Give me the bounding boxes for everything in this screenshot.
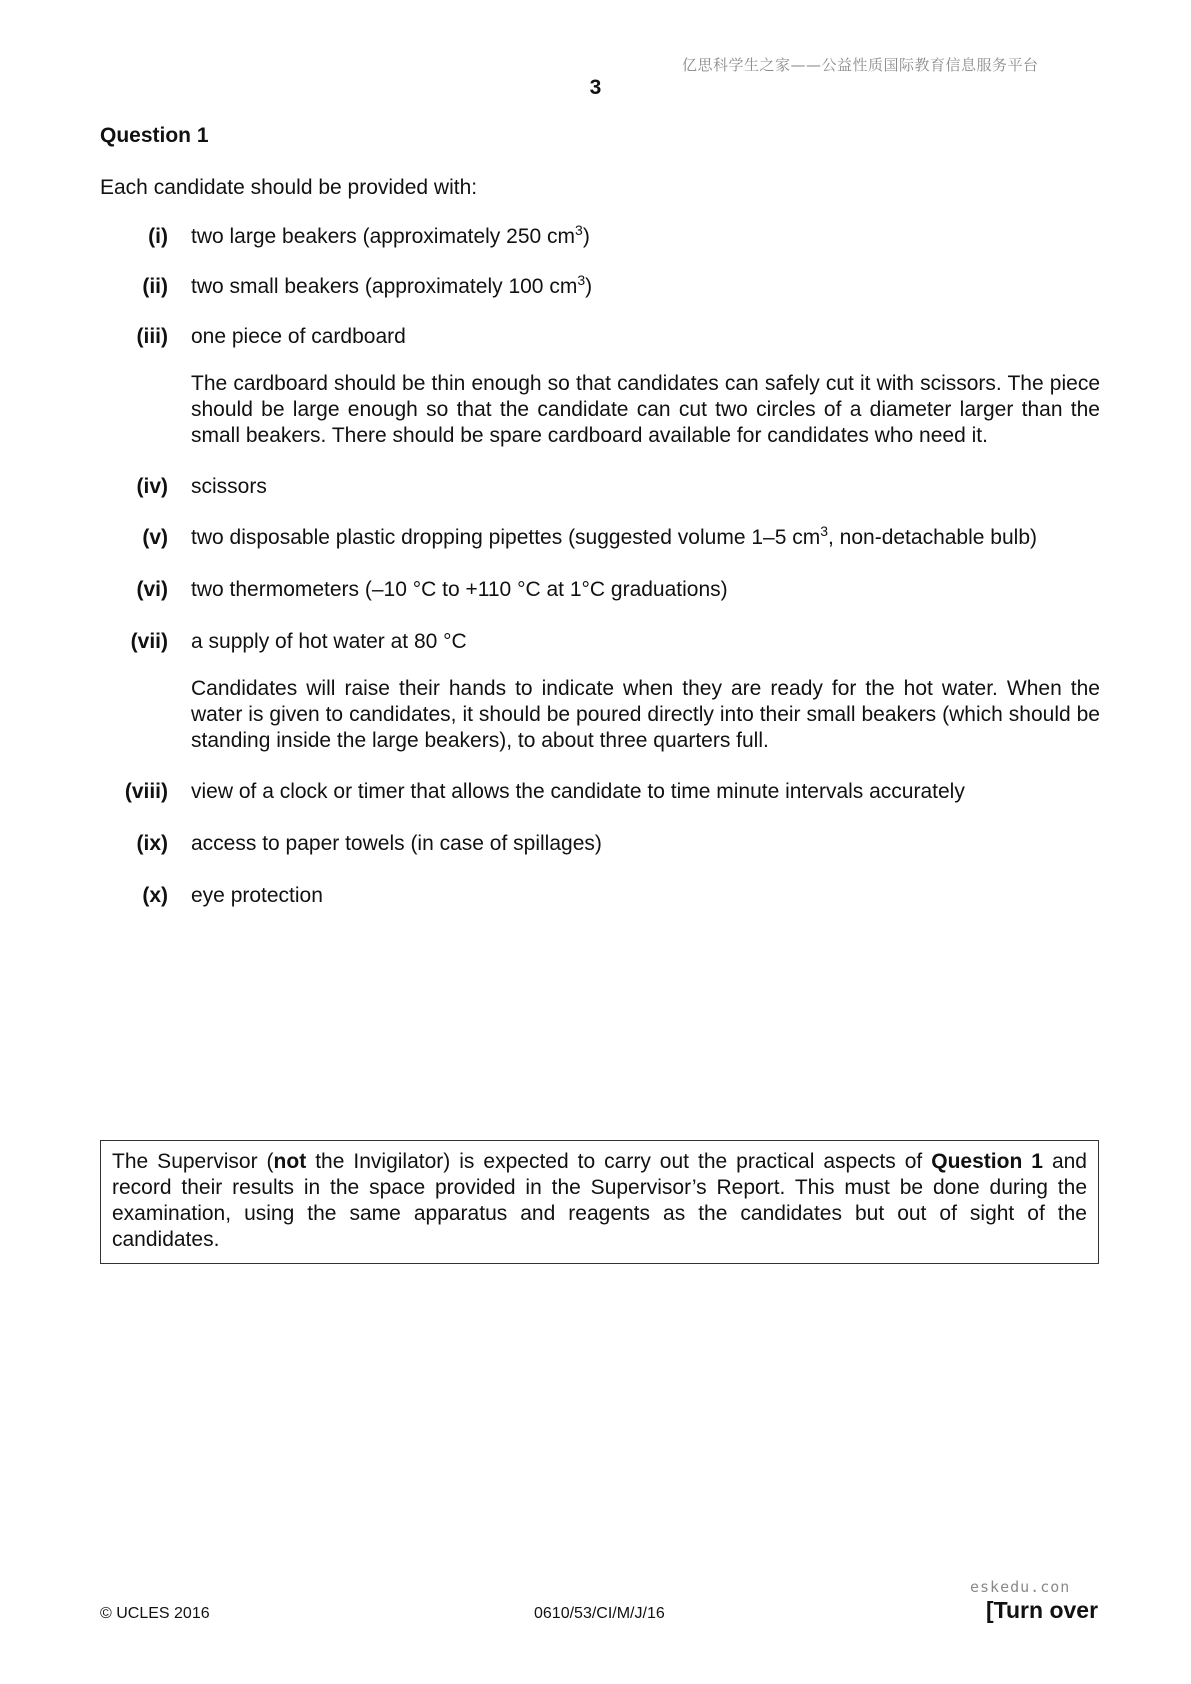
watermark-footer: eskedu.con xyxy=(970,1578,1071,1596)
item-number: (ii) xyxy=(142,275,168,298)
item-text: access to paper towels (in case of spillages) xyxy=(191,832,602,855)
item-text: one piece of cardboard xyxy=(191,325,406,348)
item-number: (v) xyxy=(142,526,168,549)
copyright: © UCLES 2016 xyxy=(100,1605,210,1622)
item-text: view of a clock or timer that allows the candidate to time minute intervals accurately xyxy=(191,780,965,803)
cardboard-note: The cardboard should be thin enough so that candidates can safely cut it with scissors. The piece should be large enough so that the candidate can cut two circles of a diameter larger than the small beakers. There should be spare cardboard available for candidates who need it. xyxy=(191,372,1100,447)
item-text: two disposable plastic dropping pipettes (suggested volume 1–5 $cm^3$, non-detachable bulb) xyxy=(191,523,1037,549)
turn-over-label: [Turn over xyxy=(986,1597,1099,1623)
intro-text: Each candidate should be provided with: xyxy=(100,176,478,199)
item-number: (ix) xyxy=(136,832,168,855)
item-number: (iii) xyxy=(136,325,168,348)
item-text: two thermometers (–10 °C to +110 °C at 1°C graduations) xyxy=(191,578,728,601)
item-number: (iv) xyxy=(136,475,168,498)
item-number: (i) xyxy=(148,225,168,248)
supervisor-notice-box: The Supervisor (not the Invigilator) is expected to carry out the practical aspects of Question 1 and record their results in the space provided in the Supervisor’s Report. This must be done during the examination, using the same apparatus and reagents as the candidates but out of sight of the candidates. xyxy=(100,1140,1099,1264)
item-number: (viii) xyxy=(124,780,168,803)
watermark-header: 亿思科学生之家——公益性质国际教育信息服务平台 xyxy=(682,56,1039,74)
item-number: (x) xyxy=(142,884,168,907)
page-number: 3 xyxy=(589,76,602,99)
item-text: scissors xyxy=(191,475,267,498)
item-text: two small beakers (approximately 100 $cm^3$) xyxy=(191,272,593,298)
question-title: Question 1 xyxy=(100,124,209,147)
paper-code: 0610/53/CI/M/J/16 xyxy=(534,1605,665,1622)
item-number: (vii) xyxy=(130,630,168,653)
item-text: two large beakers (approximately 250 $cm^3$) xyxy=(191,222,590,248)
item-number: (vi) xyxy=(136,578,168,601)
item-text: a supply of hot water at 80 °C xyxy=(191,630,467,653)
hot-water-note: Candidates will raise their hands to indicate when they are ready for the hot water. When the water is given to candidates, it should be poured directly into their small beakers (which should be standing inside the large beakers), to about three quarters full. xyxy=(191,677,1100,752)
item-text: eye protection xyxy=(191,884,323,907)
